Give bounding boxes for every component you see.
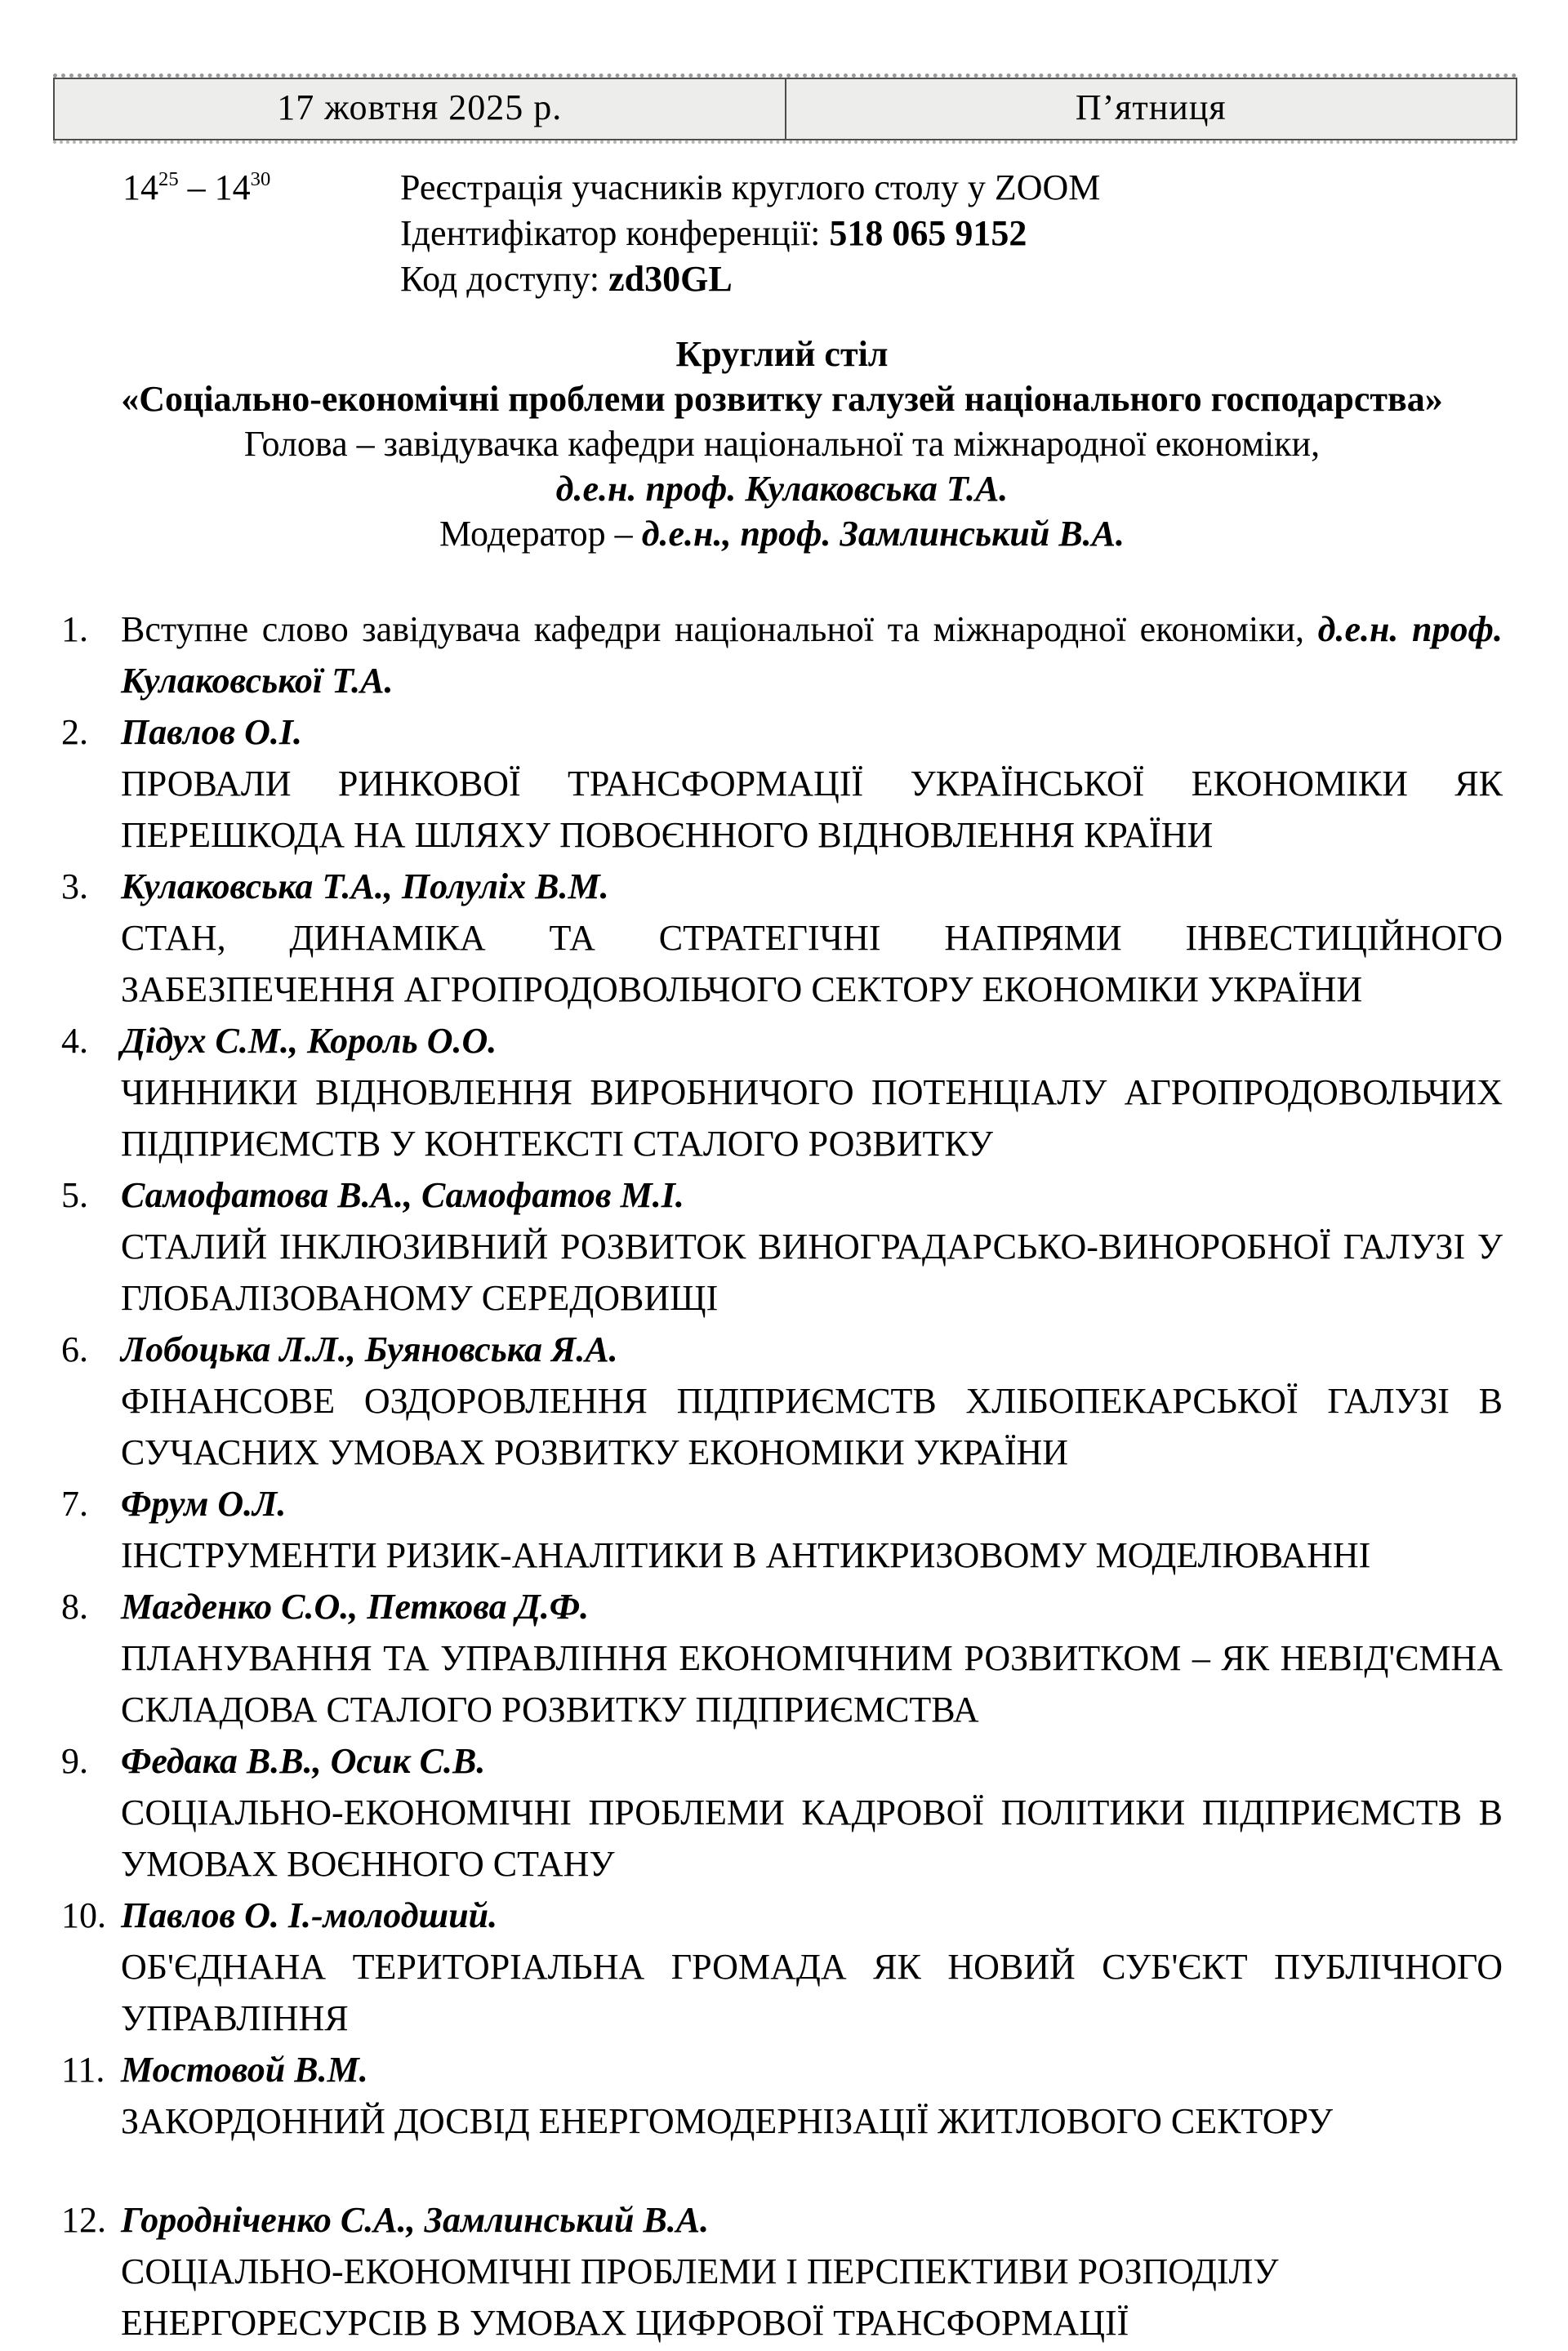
item-title: ЗАКОРДОННИЙ ДОСВІД ЕНЕРГОМОДЕРНІЗАЦІЇ ЖИТЛОВОГО СЕКТОРУ [121, 2101, 1334, 2141]
item-authors: Кулаковська Т.А., Полуліх В.М. [121, 866, 609, 906]
item-body [121, 1015, 1503, 1169]
item-authors: Мостовой В.М. [121, 2050, 368, 2090]
item-authors: Городніченко С.А., Замлинський В.А. [121, 2200, 710, 2240]
program-item [61, 1581, 1503, 1735]
time-start-minutes: 25 [158, 168, 179, 191]
item-body [121, 603, 1503, 706]
item-body [121, 1581, 1503, 1735]
item-number: 3. [61, 866, 88, 906]
item-number: 6. [61, 1329, 88, 1369]
moderator-line [61, 511, 1503, 556]
item-title: СОЦІАЛЬНО-ЕКОНОМІЧНІ ПРОБЛЕМИ І ПЕРСПЕКТИВИ РОЗПОДІЛУ ЕНЕРГОРЕСУРСІВ В УМОВАХ ЦИФРОВОЇ ТРАНСФОРМАЦІЇ [121, 2251, 1279, 2343]
item-authors: Самофатова В.А., Самофатов М.І. [121, 1175, 684, 1215]
date-cell: 17 жовтня 2025 р. [54, 78, 786, 140]
access-code-label: Код доступу: [400, 259, 609, 299]
program-item [61, 706, 1503, 861]
item-body [121, 1324, 1503, 1478]
program-item [61, 1735, 1503, 1890]
item-authors: Лобоцька Л.Л., Буяновська Я.А. [121, 1329, 618, 1369]
item-body [121, 2044, 1503, 2147]
item-title: СТАН, ДИНАМІКА ТА СТРАТЕГІЧНІ НАПРЯМИ ІНВЕСТИЦІЙНОГО ЗАБЕЗПЕЧЕННЯ АГРОПРОДОВОЛЬЧОГО СЕКТОРУ ЕКОНОМІКИ УКРАЇНИ [121, 918, 1503, 1009]
item-title: ПРОВАЛИ РИНКОВОЇ ТРАНСФОРМАЦІЇ УКРАЇНСЬКОЇ ЕКОНОМІКИ ЯК ПЕРЕШКОДА НА ШЛЯХУ ПОВОЄННОГО ВІДНОВЛЕННЯ КРАЇНИ [121, 764, 1503, 855]
event-heading [61, 332, 1503, 556]
item-title: ОБ'ЄДНАНА ТЕРИТОРІАЛЬНА ГРОМАДА ЯК НОВИЙ СУБ'ЄКТ ПУБЛІЧНОГО УПРАВЛІННЯ [121, 1947, 1503, 2038]
event-title: «Соціально-економічні проблеми розвитку галузей національного господарства» [121, 379, 1443, 419]
time-start: 14 [122, 167, 158, 207]
chair-name: д.е.н. проф. Кулаковська Т.А. [555, 469, 1009, 509]
item-lead-text: Вступне слово завідувача кафедри національної та міжнародної економіки, [121, 609, 1318, 649]
item-authors: Фрум О.Л. [121, 1484, 287, 1524]
item-number: 7. [61, 1484, 88, 1524]
item-body [121, 706, 1503, 861]
registration-row [61, 165, 1503, 302]
conference-id-label: Ідентифікатор конференції: [400, 213, 830, 253]
item-title: ФІНАНСОВЕ ОЗДОРОВЛЕННЯ ПІДПРИЄМСТВ ХЛІБОПЕКАРСЬКОЇ ГАЛУЗІ В СУЧАСНИХ УМОВАХ РОЗВИТКУ ЕКОНОМІКИ УКРАЇНИ [121, 1381, 1503, 1472]
program-item [61, 603, 1503, 706]
item-lead [121, 603, 1503, 706]
program-item [61, 1890, 1503, 2044]
item-title: ПЛАНУВАННЯ ТА УПРАВЛІННЯ ЕКОНОМІЧНИМ РОЗВИТКОМ – ЯК НЕВІД'ЄМНА СКЛАДОВА СТАЛОГО РОЗВИТКУ ПІДПРИЄМСТВА [121, 1638, 1503, 1730]
program-list [61, 603, 1503, 2349]
time-end-minutes: 30 [250, 168, 271, 191]
item-number: 4. [61, 1021, 88, 1061]
program-item [61, 2194, 1503, 2349]
item-number: 5. [61, 1175, 88, 1215]
item-body [121, 861, 1503, 1015]
date-header-table [53, 73, 1517, 144]
time-end: 14 [214, 167, 251, 207]
moderator-name: д.е.н., проф. Замлинський В.А. [641, 514, 1125, 554]
time-range [61, 165, 400, 302]
item-title: СТАЛИЙ ІНКЛЮЗИВНИЙ РОЗВИТОК ВИНОГРАДАРСЬКО-ВИНОРОБНОЇ ГАЛУЗІ У ГЛОБАЛІЗОВАНОМУ СЕРЕДОВИЩІ [121, 1227, 1503, 1318]
time-separator: – [178, 167, 215, 207]
item-body [121, 1735, 1503, 1890]
item-number: 12. [61, 2200, 106, 2240]
program-item [61, 1478, 1503, 1581]
item-number: 10. [61, 1895, 106, 1935]
access-code-value: zd30GL [608, 259, 733, 299]
item-authors: Магденко С.О., Петкова Д.Ф. [121, 1587, 590, 1627]
item-lead-speaker: д.е.н. проф. Кулаковської Т.А. [121, 609, 1503, 701]
item-title: ІНСТРУМЕНТИ РИЗИК-АНАЛІТИКИ В АНТИКРИЗОВОМУ МОДЕЛЮВАННІ [121, 1535, 1371, 1575]
item-number: 9. [61, 1741, 88, 1781]
conference-id-value: 518 065 9152 [829, 213, 1027, 253]
item-title: СОЦІАЛЬНО-ЕКОНОМІЧНІ ПРОБЛЕМИ КАДРОВОЇ ПОЛІТИКИ ПІДПРИЄМСТВ В УМОВАХ ВОЄННОГО СТАНУ [121, 1792, 1503, 1884]
access-code-line [400, 256, 1503, 302]
conference-id-line [400, 211, 1503, 256]
moderator-label: Модератор – [439, 514, 642, 554]
item-authors: Федака В.В., Осик С.В. [121, 1741, 486, 1781]
program-item [61, 2044, 1503, 2147]
item-body [121, 2194, 1503, 2349]
item-number: 11. [61, 2050, 105, 2090]
event-type: Круглий стіл [675, 334, 889, 374]
item-authors: Дідух С.М., Король О.О. [121, 1021, 497, 1061]
item-number: 2. [61, 712, 88, 752]
item-title: ЧИННИКИ ВІДНОВЛЕННЯ ВИРОБНИЧОГО ПОТЕНЦІАЛУ АГРОПРОДОВОЛЬЧИХ ПІДПРИЄМСТВ У КОНТЕКСТІ СТАЛОГО РОЗВИТКУ [121, 1072, 1503, 1164]
registration-info [400, 165, 1503, 302]
item-body [121, 1478, 1503, 1581]
program-item [61, 1324, 1503, 1478]
item-body [121, 1169, 1503, 1324]
item-authors: Павлов О.І. [121, 712, 303, 752]
item-body [121, 1890, 1503, 2044]
program-item [61, 1169, 1503, 1324]
item-number: 1. [61, 609, 88, 649]
chair-line: Голова – завідувачка кафедри національної та міжнародної економіки, [243, 424, 1321, 464]
weekday-cell: П’ятниця [786, 78, 1517, 140]
item-number: 8. [61, 1587, 88, 1627]
program-item [61, 1015, 1503, 1169]
item-authors: Павлов О. І.-молодший. [121, 1895, 498, 1935]
registration-line: Реєстрація учасників круглого столу у ZOOM [400, 167, 1101, 207]
program-item [61, 861, 1503, 1015]
